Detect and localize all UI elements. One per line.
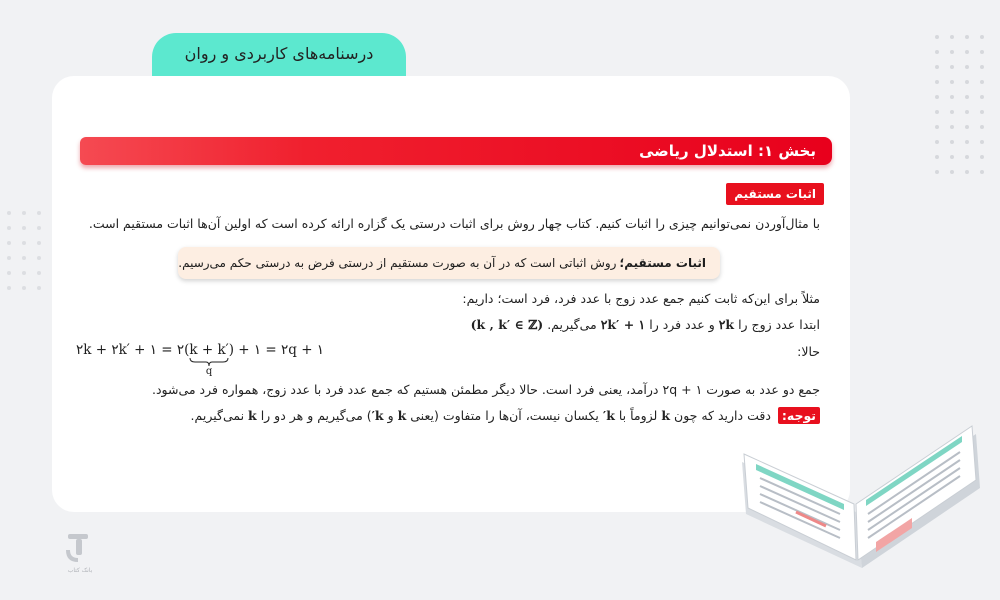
note-text-3: یکسان نیست، آن‌ها را متفاوت (یعنی — [410, 408, 599, 423]
proof-formula — [76, 342, 325, 377]
setup-line — [471, 317, 820, 332]
formula-left: ۲k + ۲k′ + ۱ = ۲( — [76, 342, 190, 358]
now-label — [797, 344, 820, 359]
note-math-1: k — [661, 408, 671, 423]
decorative-dot-grid-left — [4, 208, 44, 318]
setup-math-even: ۲k — [718, 317, 735, 332]
definition-term: اثبات مستقیم؛ — [619, 256, 706, 270]
open-book-illustration — [736, 392, 986, 572]
setup-text-2: و عدد فرد را — [649, 317, 715, 332]
note-text-6: نمی‌گیریم. — [190, 408, 245, 423]
subsection-label — [726, 183, 824, 205]
subsection-label-text: اثبات مستقیم — [734, 187, 816, 201]
intro-text: با مثال‌آوردن نمی‌توانیم چیزی را اثبات کنیم. کتاب چهار روش برای اثبات درستی یک گزاره ارائه کرده است که اولین آن‌ها اثبات مستقیم است. — [88, 216, 820, 231]
setup-math-odd: ۲k′ + ۱ — [600, 317, 646, 332]
note-tag: توجه: — [778, 407, 820, 424]
note-line — [191, 408, 820, 423]
note-math-5: k — [248, 408, 257, 423]
setup-text-3: می‌گیریم. — [547, 317, 597, 332]
note-math-4: k′ — [371, 408, 384, 423]
conclusion-line — [152, 382, 820, 397]
site-logo — [60, 528, 100, 578]
note-math-3: k — [397, 408, 407, 423]
decorative-dot-grid — [932, 32, 992, 202]
example-line — [462, 291, 820, 306]
note-text-2: لزوماً با — [618, 408, 658, 423]
note-text-4: و — [387, 408, 394, 423]
now-label-text: حالا: — [797, 344, 820, 359]
conclusion-text: جمع دو عدد به صورت ۱ + ۲q درآمد، یعنی فرد است. حالا دیگر مطمئن هستیم که جمع عدد فرد با عدد زوج، همواره فرد می‌شود. — [151, 382, 820, 397]
section-title-bar — [80, 137, 832, 165]
example-text: مثلاً برای این‌که ثابت کنیم جمع عدد زوج با عدد فرد، فرد است؛ داریم: — [462, 291, 820, 306]
setup-text-1: ابتدا عدد زوج را — [738, 317, 820, 332]
note-text-1: دقت دارید که چون — [674, 408, 771, 423]
logo-text: بانک کتاب — [67, 567, 93, 574]
formula-braced-term: k + k′ — [189, 342, 229, 358]
note-text-5: ) می‌گیریم و هر دو را — [260, 408, 372, 423]
setup-math-domain: (k , k′ ∈ ℤ) — [470, 317, 544, 332]
section-title: بخش ۱: استدلال ریاضی — [639, 142, 816, 160]
note-math-2: k′ — [602, 408, 615, 423]
definition-text: روش اثباتی است که در آن به صورت مستقیم از درستی فرض به درستی حکم می‌رسیم. — [178, 256, 617, 270]
formula-right: ) + ۱ = ۲q + ۱ — [228, 342, 325, 358]
header-tab-label: درسنامه‌های کاربردی و روان — [184, 44, 374, 63]
formula-braced-group — [189, 342, 229, 377]
underbrace-label: q — [205, 366, 213, 377]
definition-box — [178, 247, 720, 279]
intro-paragraph — [89, 216, 820, 231]
